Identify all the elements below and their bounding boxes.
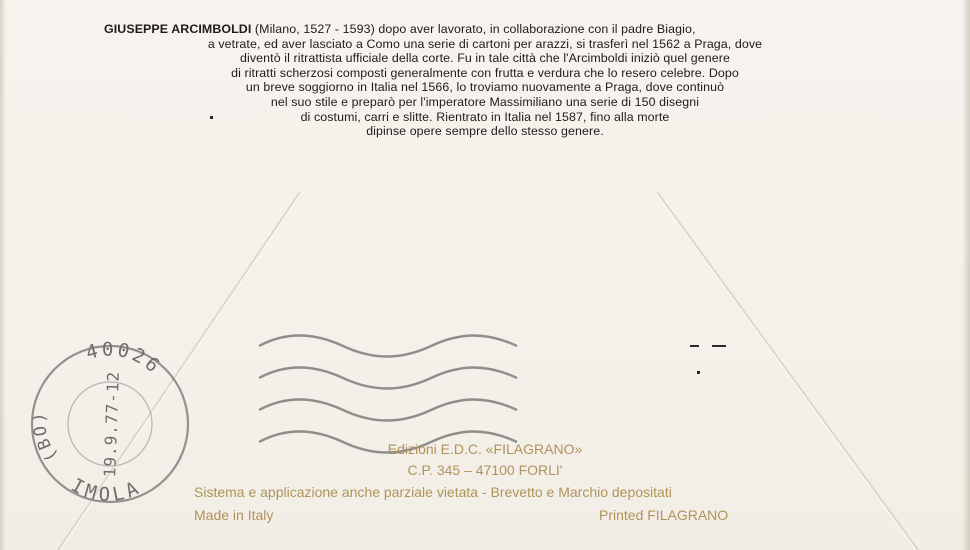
biography-line-3: diventò il ritrattista ufficiale della corte. Fu in tale città che l'Arcimboldi iniziò quel genere [240,51,730,66]
made-in-italy: Made in Italy [194,507,274,523]
ink-speck-4 [210,116,213,119]
biography-line-7: di costumi, carri e slitte. Rientrato in Italia nel 1587, fino alla morte [300,109,670,124]
biography-line-8: dipinse opere sempre dello stesso genere. [366,124,604,139]
biography-line-1-text: (Milano, 1527 - 1593) dopo aver lavorato, in collaborazione con il padre Biagio, [251,22,696,36]
ink-speck-2 [712,345,726,347]
wave-line-3 [259,400,517,421]
postmark-date: 19.9.77-12 [100,370,123,478]
biography-line-4: di ritratti scherzosi composti generalmente con frutta e verdura che lo resero celebre. Dopo [231,65,739,80]
ink-speck-3 [697,371,700,374]
artist-name: GIUSEPPE ARCIMBOLDI [104,22,252,36]
postmark-province: (BO) [29,409,63,466]
printed-by: Printed FILAGRANO [599,507,729,523]
biography-line-2: a vetrate, ed aver lasciato a Como una serie di cartoni per arazzi, si trasferì nel 1562 a Praga, dove [207,36,763,51]
ink-speck-1 [690,345,699,347]
postmark-postcode: 40026 [83,338,166,379]
biography-line-6: nel suo stile e preparò per l'imperatore Massimiliano una serie di 150 disegni [270,94,700,109]
publisher-name: Edizioni E.D.C. «FILAGRANO» [387,441,583,457]
wave-line-2 [259,368,517,389]
postmark-town: IMOLA [67,474,146,507]
postmark-stamp [24,338,196,510]
wave-line-1 [259,336,517,357]
biography-line-5: un breve soggiorno in Italia nel 1566, lo troviamo nuovamente a Praga, dove continuò [245,80,725,95]
copyright-notice: Sistema e applicazione anche parziale vietata - Brevetto e Marchio depositati [194,484,672,500]
publisher-address: C.P. 345 – 47100 FORLI' [407,462,563,478]
